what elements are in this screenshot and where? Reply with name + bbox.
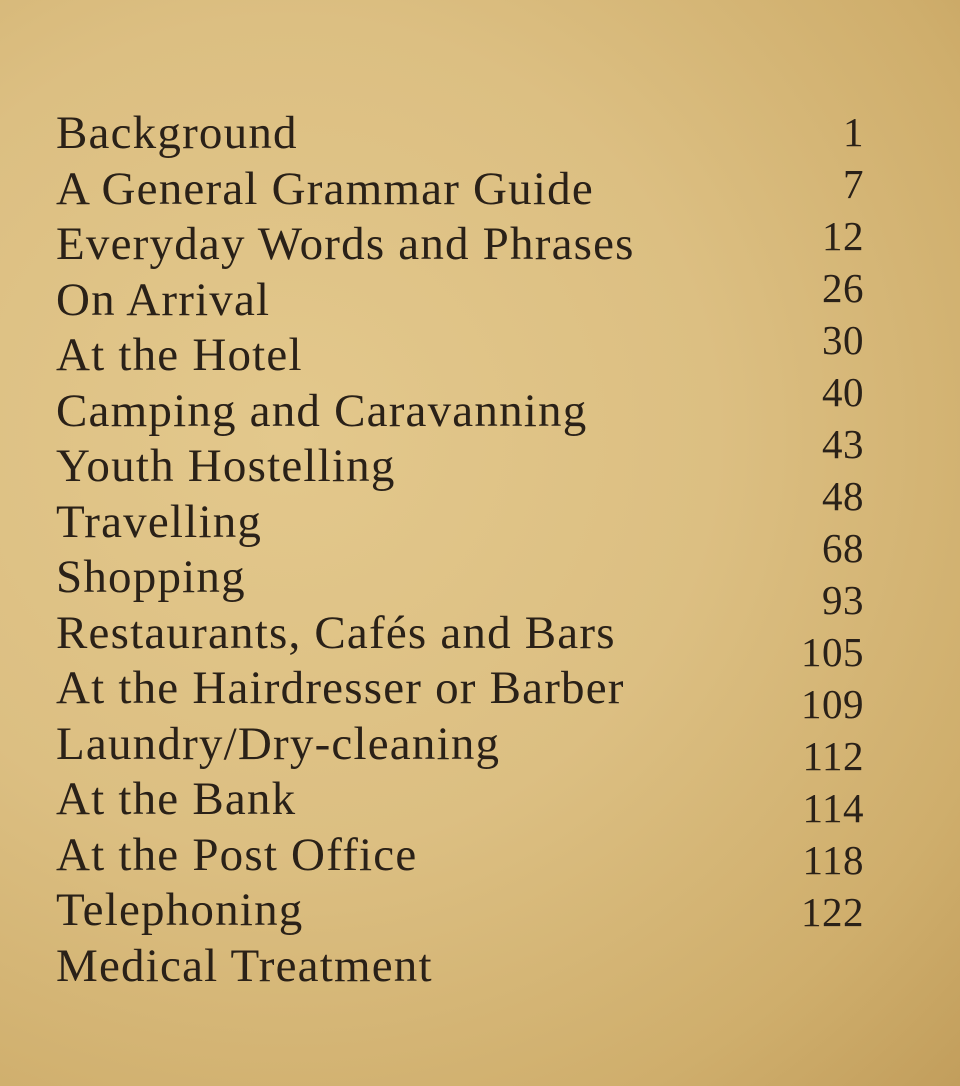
toc-title: On Arrival — [56, 273, 271, 326]
toc-page-number: 114 — [802, 785, 864, 831]
toc-title: Youth Hostelling — [56, 440, 396, 492]
toc-title: At the Bank — [56, 773, 297, 825]
toc-page-number: 93 — [822, 577, 864, 623]
toc-title: Restaurants, Cafés and Bars — [56, 606, 616, 659]
toc-page-number: 122 — [801, 889, 864, 935]
toc-page-number: 26 — [822, 265, 864, 311]
toc-title: Background — [56, 107, 298, 159]
toc-page-number: 48 — [822, 473, 864, 519]
toc-page-number: 109 — [801, 681, 864, 727]
toc-title: At the Hotel — [56, 329, 303, 381]
toc-page-number: 40 — [822, 369, 864, 415]
toc-title: Camping and Caravanning — [56, 384, 588, 437]
toc-title: Telephoning — [56, 884, 304, 936]
toc-page-number: 43 — [822, 421, 864, 467]
toc-page-number: 30 — [822, 317, 864, 363]
toc-titles-column — [56, 108, 756, 996]
toc-page-number: 12 — [822, 213, 864, 259]
toc-page-number: 68 — [822, 525, 864, 571]
toc-page-number: 1 — [843, 109, 864, 155]
toc-page-number: 118 — [802, 837, 864, 883]
toc-page-number: 7 — [843, 161, 864, 207]
toc-title: At the Hairdresser or Barber — [56, 662, 625, 714]
toc-title: Everyday Words and Phrases — [56, 218, 635, 270]
toc-page-numbers-column — [754, 110, 864, 942]
toc-title: Laundry/Dry-cleaning — [56, 717, 501, 770]
toc-page-number: 105 — [801, 629, 864, 675]
toc-title: Medical Treatment — [56, 939, 433, 992]
toc-title: At the Post Office — [56, 828, 418, 881]
toc-title: A General Grammar Guide — [56, 162, 594, 215]
toc-title: Travelling — [56, 495, 263, 548]
toc-title: Shopping — [56, 551, 246, 603]
toc-page-number: 112 — [802, 733, 864, 779]
